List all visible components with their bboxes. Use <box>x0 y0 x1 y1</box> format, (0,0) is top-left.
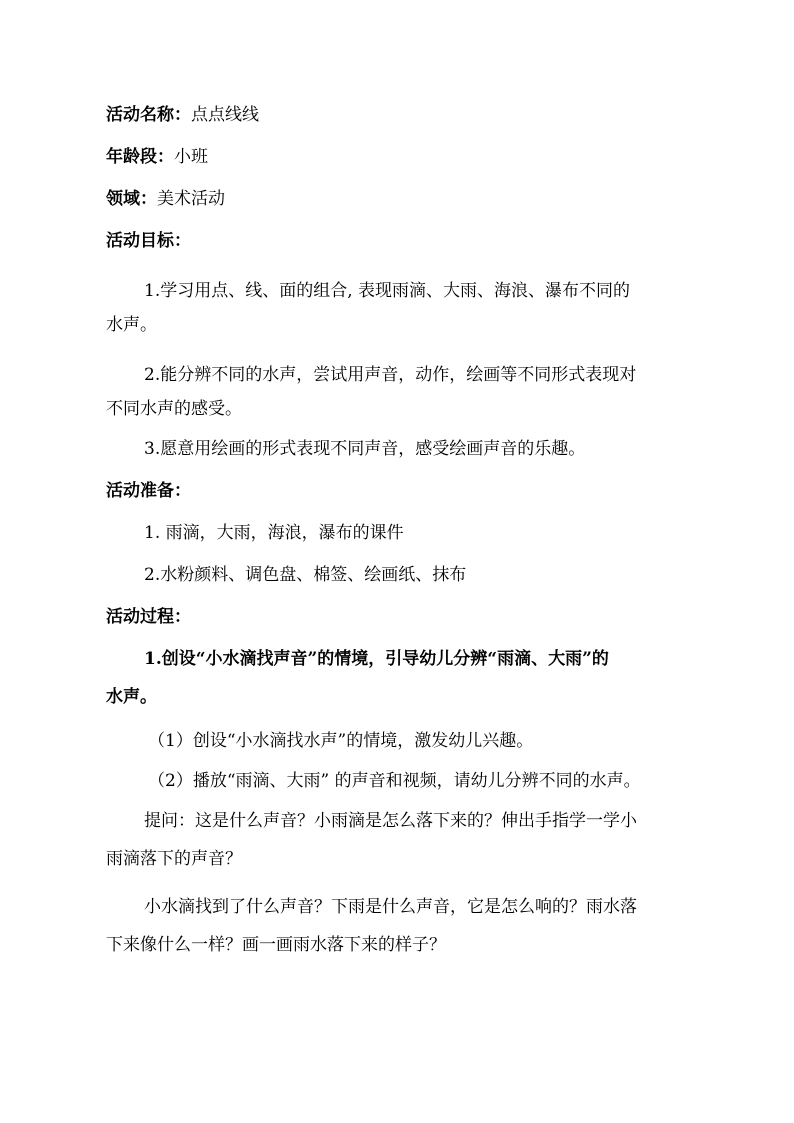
activity-name-line <box>106 100 696 130</box>
activity-name-value: 点点线线 <box>191 105 259 125</box>
question-2-line-2: 下来像什么一样？画一画雨水落下来的样子？ <box>106 935 446 955</box>
goal-1-line-2: 水声。 <box>106 315 157 335</box>
process-sub-2: （2）播放“雨滴、大雨” 的声音和视频，请幼儿分辨不同的水声。 <box>148 771 641 791</box>
activity-name-label: 活动名称： <box>106 105 191 125</box>
goals-heading: 活动目标： <box>106 231 191 251</box>
process-sub-1: （1）创设“小水滴找水声”的情境，激发幼儿兴趣。 <box>148 731 534 751</box>
prep-item-1: 1. 雨滴，大雨，海浪，瀑布的课件 <box>144 523 404 543</box>
question-1-line-1: 提问：这是什么声音？小雨滴是怎么落下来的？伸出手指学一学小 <box>144 811 637 831</box>
process-step-1-line-2: 水声。 <box>106 687 157 707</box>
domain-label: 领域： <box>106 189 157 209</box>
domain-line <box>106 184 696 214</box>
prep-heading: 活动准备： <box>106 481 191 501</box>
domain-value: 美术活动 <box>157 189 225 209</box>
goal-2-line-2: 不同水声的感受。 <box>106 399 242 419</box>
goal-1-line-1: 1.学习用点、线、面的组合, 表现雨滴、大雨、海浪、瀑布不同的 <box>144 281 631 301</box>
process-step-1-line-1: 1.创设“小水滴找声音”的情境，引导幼儿分辨“雨滴、大雨”的 <box>144 649 609 669</box>
question-1-line-2: 雨滴落下的声音？ <box>106 849 242 869</box>
prep-item-2: 2.水粉颜料、调色盘、棉签、绘画纸、抹布 <box>144 565 467 585</box>
question-2-line-1: 小水滴找到了什么声音？下雨是什么声音，它是怎么响的？雨水落 <box>144 897 637 917</box>
age-group-value: 小班 <box>174 147 208 167</box>
goal-2-line-1: 2.能分辨不同的水声，尝试用声音，动作，绘画等不同形式表现对 <box>144 365 637 385</box>
process-heading: 活动过程： <box>106 607 191 627</box>
age-group-label: 年龄段： <box>106 147 174 167</box>
age-group-line <box>106 142 696 172</box>
goal-3-line: 3.愿意用绘画的形式表现不同声音，感受绘画声音的乐趣。 <box>144 439 586 459</box>
